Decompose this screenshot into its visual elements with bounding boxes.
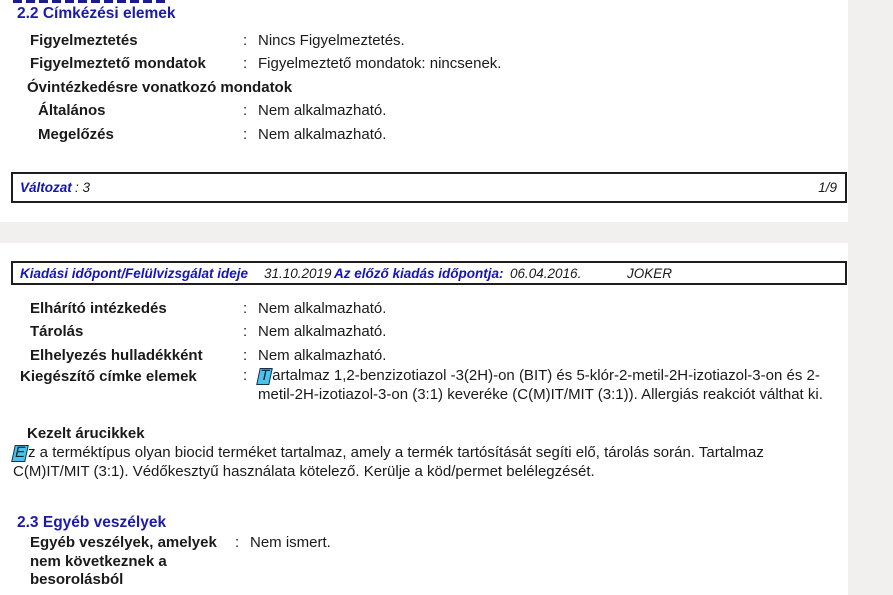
previous-issue-label: Az előző kiadás időpontja: [334,266,504,281]
field-value: Nem alkalmazható. [258,300,387,317]
field-row-elharito [0,297,848,320]
clipped-previous-line-artifact [13,0,165,3]
field-label: Figyelmeztető mondatok [30,55,206,73]
text-selection-highlight: T [256,368,273,385]
version-value: : 3 [75,180,91,195]
field-row-altalanos [0,99,848,122]
page1-footer-box [11,172,847,203]
right-margin-strip [848,0,893,595]
treated-articles-paragraph [13,444,825,481]
field-value: Nem alkalmazható. [258,346,387,364]
text-selection-highlight: E [11,445,29,462]
issue-date-value: 31.10.2019 [264,266,332,281]
colon-separator: : [243,125,248,143]
page-number: 1/9 [818,180,837,195]
field-value [258,367,848,404]
field-row-tarolas [0,320,848,343]
page-break-gap [0,222,893,243]
colon-separator: : [243,367,248,385]
field-value: Nincs Figyelmeztetés. [258,32,405,49]
field-value: Nem ismert. [250,534,331,551]
field-row-elhelyezes [0,344,848,367]
section-2-3-rows [0,534,848,590]
field-label: Figyelmeztetés [30,32,138,49]
version-label: Változat [20,180,72,195]
page2-header-box [11,261,847,285]
field-value: Nem alkalmazható. [258,125,387,143]
treated-articles-text: z a terméktípus olyan biocid terméket tartalmaz, amely a termék tartósítását segíti elő, tárolás során. Tartalmaz C(M)IT/MIT (3:1). Védőkesztyű használata kötelező. Kerülje a köd/permet belélegzését. [13,444,764,480]
field-label: Megelőzés [38,125,114,143]
colon-separator: : [235,534,240,551]
subsection-heading-ovintezkedesre: Óvintézkedésre vonatkozó mondatok [27,78,293,96]
colon-separator: : [243,55,248,73]
field-label: Kiegészítő címke elemek [20,368,197,386]
colon-separator: : [243,346,248,364]
field-value: Nem alkalmazható. [258,323,387,341]
issue-date-label: Kiadási időpont/Felülvizsgálat ideje [20,266,249,281]
colon-separator: : [243,300,248,317]
field-value: Nem alkalmazható. [258,102,387,120]
section-2-3-heading: 2.3 Egyéb veszélyek [17,514,167,531]
colon-separator: : [243,32,248,49]
field-label: Általános [38,102,106,120]
colon-separator: : [243,323,248,341]
field-label: Tárolás [30,323,84,341]
section-2-2-continued-rows [0,297,848,405]
section-2-2-heading: 2.2 Címkézési elemek [17,5,176,22]
field-row-megelozes [0,123,848,146]
field-row-figyelmezteto-mondatok [0,52,848,75]
field-row-kiegeszito-cimke [0,367,848,404]
field-row-egyeb-veszelyek [0,534,848,590]
field-value: Figyelmeztető mondatok: nincsenek. [258,55,502,73]
field-label: Elhárító intézkedés [30,300,167,317]
section-2-2-rows [0,29,848,146]
field-label: Elhelyezés hulladékként [30,346,203,364]
field-label: Egyéb veszélyek, amelyek nem következnek a besorolásból [30,534,217,589]
previous-issue-value: 06.04.2016. [510,266,582,281]
brand-name: JOKER [627,266,673,281]
supplemental-text: artalmaz 1,2-benzizotiazol -3(2H)-on (BIT) és 5-klór-2-metil-2H-izotiazol-3-on és 2-metil-2H-izotiazol-3-on (3:1) keveréke (C(M)IT/MIT (3:1)). Allergiás reakciót válthat ki. [258,367,823,403]
colon-separator: : [243,102,248,120]
field-row-figyelmeztetes [0,29,848,52]
treated-articles-heading: Kezelt árucikkek [27,425,145,442]
